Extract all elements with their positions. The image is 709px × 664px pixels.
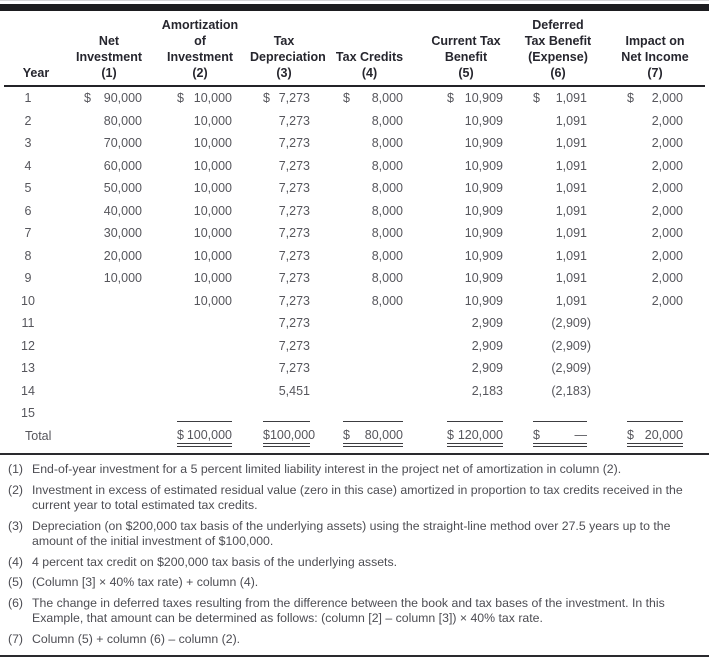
value-cell-col2 — [150, 86, 240, 110]
value-cell-col4 — [318, 402, 411, 425]
footnote-text: Depreciation (on $200,000 tax basis of the underlying assets) using the straight-line method over 27.5 years up to the amount of the initial investment of $100,000. — [32, 518, 671, 548]
dollar-sign: $ — [447, 91, 454, 106]
cell-value: 2,000 — [651, 91, 683, 106]
value-cell-col3 — [240, 110, 318, 133]
value-cell-col2 — [150, 312, 240, 335]
footnotes — [0, 455, 709, 647]
footnote-6 — [8, 596, 700, 627]
year-cell: 13 — [21, 361, 35, 376]
value-cell-col5 — [411, 245, 511, 268]
cell-value: 100,000 — [269, 427, 316, 442]
cell-value: 10,000 — [193, 248, 232, 263]
value-cell-col6 — [511, 425, 595, 448]
value-cell-col4 — [318, 200, 411, 223]
value-cell-col2 — [150, 380, 240, 403]
value-cell-col6 — [511, 86, 595, 110]
value-cell-col6 — [511, 380, 595, 403]
column-header-net-investment: Net Investment (1) — [58, 11, 150, 86]
footnote-2 — [8, 483, 700, 514]
value-cell-col6 — [511, 290, 595, 313]
data-row-year-4 — [4, 155, 705, 178]
footnote-text: The change in deferred taxes resulting from the difference between the book and tax bases of the investment. In this Example, that amount can be determined as follows: (column [2] – column [3]) × 40% tax rate. — [32, 595, 665, 625]
year-cell: 10 — [21, 293, 35, 308]
tax-benefit-schedule-table — [4, 11, 705, 447]
dollar-sign: $ — [343, 427, 350, 442]
year-cell: 12 — [21, 338, 35, 353]
value-cell-col3 — [240, 200, 318, 223]
cell-value: 7,273 — [278, 113, 310, 128]
year-cell: 9 — [24, 271, 32, 286]
value-cell-col4 — [318, 380, 411, 403]
footnote-number: (5) — [8, 575, 24, 589]
value-cell-col5 — [411, 335, 511, 358]
value-cell-col3 — [240, 222, 318, 245]
footnote-4 — [8, 555, 700, 571]
value-cell-col1 — [58, 357, 150, 380]
cell-value: 50,000 — [103, 181, 142, 196]
value-cell-col5 — [411, 200, 511, 223]
value-cell-col2 — [150, 200, 240, 223]
value-cell-col2 — [150, 110, 240, 133]
value-cell-col7 — [595, 357, 705, 380]
cell-value: 1,091 — [555, 271, 587, 286]
year-cell: 6 — [24, 203, 32, 218]
column-header-tax-credits: Tax Credits (4) — [318, 11, 411, 86]
data-row-year-9 — [4, 267, 705, 290]
value-cell-col3 — [240, 290, 318, 313]
cell-value: 10,000 — [193, 113, 232, 128]
cell-value: 90,000 — [103, 91, 142, 106]
value-cell-col2 — [150, 402, 240, 425]
column-header-amortization-of-investment: Amortization of Investment (2) — [150, 11, 240, 86]
footnote-number: (2) — [8, 482, 24, 497]
footnote-text: End-of-year investment for a 5 percent limited liability interest in the project net of amortization in column (2). — [32, 462, 622, 476]
value-cell-col5 — [411, 312, 511, 335]
value-cell-col4 — [318, 267, 411, 290]
value-cell-col3 — [240, 86, 318, 110]
dollar-sign: $ — [533, 427, 540, 442]
cell-value: 1,091 — [555, 113, 587, 128]
cell-value: 10,909 — [464, 181, 503, 196]
value-cell-col3 — [240, 357, 318, 380]
cell-value: 10,000 — [193, 91, 232, 106]
value-cell-col5 — [411, 290, 511, 313]
cell-value: 2,000 — [651, 293, 683, 308]
value-cell-col6 — [511, 177, 595, 200]
value-cell-col7 — [595, 110, 705, 133]
dollar-sign: $ — [343, 91, 350, 106]
value-cell-col5 — [411, 177, 511, 200]
value-cell-col7 — [595, 425, 705, 448]
value-cell-col6 — [511, 312, 595, 335]
value-cell-col1 — [58, 200, 150, 223]
footnote-text: Column (5) + column (6) – column (2). — [32, 631, 241, 646]
top-heavy-rule — [0, 4, 709, 11]
cell-value: 2,000 — [651, 113, 683, 128]
footnote-number: (4) — [8, 554, 24, 569]
year-cell: 7 — [24, 226, 32, 241]
cell-value: (2,183) — [551, 383, 591, 398]
cell-value: 10,000 — [193, 293, 232, 308]
year-cell: 3 — [24, 136, 32, 151]
cell-value: 120,000 — [457, 427, 503, 442]
dollar-sign: $ — [263, 427, 270, 442]
cell-value: 7,273 — [278, 158, 310, 173]
cell-value: (2,909) — [551, 338, 591, 353]
value-cell-col3 — [240, 335, 318, 358]
cell-value: 10,000 — [193, 226, 232, 241]
cell-value: 10,909 — [464, 91, 503, 106]
cell-value: 7,273 — [278, 136, 310, 151]
cell-value: 7,273 — [278, 226, 310, 241]
value-cell-col7 — [595, 86, 705, 110]
data-row-year-3 — [4, 132, 705, 155]
cell-value: — — [574, 427, 587, 442]
footnote-5 — [8, 575, 700, 591]
value-cell-col4 — [318, 245, 411, 268]
value-cell-col6 — [511, 110, 595, 133]
page-bottom-rule — [0, 655, 709, 657]
cell-value: 10,909 — [464, 293, 503, 308]
value-cell-col5 — [411, 110, 511, 133]
value-cell-col1 — [58, 86, 150, 110]
cell-value: 60,000 — [103, 158, 142, 173]
value-cell-col6 — [511, 132, 595, 155]
value-cell-col1 — [58, 177, 150, 200]
data-row-year-5 — [4, 177, 705, 200]
value-cell-col4 — [318, 155, 411, 178]
value-cell-col5 — [411, 155, 511, 178]
cell-value: 10,000 — [193, 136, 232, 151]
cell-value: 20,000 — [103, 248, 142, 263]
value-cell-col6 — [511, 222, 595, 245]
year-cell: 4 — [24, 158, 32, 173]
cell-value: 8,000 — [371, 136, 403, 151]
value-cell-col4 — [318, 177, 411, 200]
value-cell-col2 — [150, 177, 240, 200]
cell-value: 10,000 — [103, 271, 142, 286]
year-cell: 1 — [24, 91, 32, 106]
value-cell-col2 — [150, 132, 240, 155]
cell-value: 1,091 — [555, 158, 587, 173]
column-header-year: Year — [4, 11, 58, 86]
dollar-sign: $ — [627, 91, 634, 106]
data-row-year-8 — [4, 245, 705, 268]
cell-value: 10,000 — [193, 158, 232, 173]
value-cell-col5 — [411, 132, 511, 155]
cell-value: 2,183 — [471, 383, 503, 398]
cell-value: 10,000 — [193, 271, 232, 286]
value-cell-col6 — [511, 402, 595, 425]
year-cell: 8 — [24, 248, 32, 263]
value-cell-col1 — [58, 312, 150, 335]
data-row-year-11 — [4, 312, 705, 335]
year-cell: 5 — [24, 181, 32, 196]
value-cell-col1 — [58, 222, 150, 245]
total-row — [4, 425, 705, 448]
cell-value: 7,273 — [278, 248, 310, 263]
cell-value: 1,091 — [555, 293, 587, 308]
cell-value: 8,000 — [371, 226, 403, 241]
value-cell-col6 — [511, 200, 595, 223]
footnote-3 — [8, 519, 700, 550]
value-cell-col4 — [318, 132, 411, 155]
year-cell: 15 — [21, 406, 35, 421]
value-cell-col4 — [318, 110, 411, 133]
value-cell-col1 — [58, 402, 150, 425]
dollar-sign: $ — [177, 427, 184, 442]
cell-value: 100,000 — [186, 427, 232, 442]
top-hairline-rule — [0, 0, 709, 1]
value-cell-col1 — [58, 132, 150, 155]
value-cell-col3 — [240, 380, 318, 403]
value-cell-col2 — [150, 267, 240, 290]
value-cell-col2 — [150, 335, 240, 358]
value-cell-col5 — [411, 402, 511, 425]
cell-value: 2,000 — [651, 136, 683, 151]
value-cell-col7 — [595, 402, 705, 425]
column-header-deferred-tax-benefit-expense: Deferred Tax Benefit (Expense) (6) — [511, 11, 595, 86]
column-header-tax-depreciation: Tax Depreciation (3) — [240, 11, 318, 86]
column-header-impact-on-net-income: Impact on Net Income (7) — [595, 11, 705, 86]
value-cell-col7 — [595, 335, 705, 358]
cell-value: 1,091 — [555, 226, 587, 241]
value-cell-col1 — [58, 290, 150, 313]
year-cell: 2 — [24, 113, 32, 128]
cell-value: 7,273 — [278, 316, 310, 331]
value-cell-col1 — [58, 245, 150, 268]
cell-value: 8,000 — [371, 293, 403, 308]
dollar-sign: $ — [627, 427, 634, 442]
cell-value: 10,909 — [464, 226, 503, 241]
value-cell-col2 — [150, 425, 240, 448]
cell-value: 10,909 — [464, 136, 503, 151]
value-cell-col6 — [511, 267, 595, 290]
value-cell-col1 — [58, 267, 150, 290]
footnote-number: (3) — [8, 518, 24, 533]
cell-value: 1,091 — [555, 248, 587, 263]
value-cell-col3 — [240, 155, 318, 178]
cell-value: 7,273 — [278, 203, 310, 218]
value-cell-col7 — [595, 155, 705, 178]
value-cell-col7 — [595, 200, 705, 223]
value-cell-col5 — [411, 357, 511, 380]
dollar-sign: $ — [533, 91, 540, 106]
cell-value: 70,000 — [103, 136, 142, 151]
value-cell-col2 — [150, 222, 240, 245]
footnote-text: Investment in excess of estimated residual value (zero in this case) amortized in proportion to tax credits received in the current year to total estimated tax credits. — [32, 482, 683, 512]
value-cell-col7 — [595, 290, 705, 313]
value-cell-col7 — [595, 222, 705, 245]
cell-value: 1,091 — [555, 91, 587, 106]
data-row-year-1 — [4, 86, 705, 110]
cell-value: 80,000 — [364, 427, 403, 442]
value-cell-col7 — [595, 380, 705, 403]
value-cell-col7 — [595, 312, 705, 335]
value-cell-col5 — [411, 425, 511, 448]
value-cell-col6 — [511, 357, 595, 380]
cell-value: 8,000 — [371, 113, 403, 128]
cell-value: 8,000 — [371, 158, 403, 173]
data-row-year-6 — [4, 200, 705, 223]
value-cell-col4 — [318, 222, 411, 245]
value-cell-col5 — [411, 267, 511, 290]
dollar-sign: $ — [447, 427, 454, 442]
value-cell-col4 — [318, 290, 411, 313]
cell-value: 7,273 — [278, 181, 310, 196]
cell-value: 20,000 — [644, 427, 683, 442]
data-row-year-7 — [4, 222, 705, 245]
value-cell-col7 — [595, 245, 705, 268]
value-cell-col5 — [411, 86, 511, 110]
value-cell-col1 — [58, 380, 150, 403]
cell-value: 2,000 — [651, 158, 683, 173]
value-cell-col3 — [240, 132, 318, 155]
cell-value: 10,909 — [464, 158, 503, 173]
cell-value: 8,000 — [371, 248, 403, 263]
cell-value: 8,000 — [371, 203, 403, 218]
footnote-1 — [8, 462, 700, 478]
cell-value: 10,909 — [464, 113, 503, 128]
value-cell-col7 — [595, 177, 705, 200]
value-cell-col1 — [58, 335, 150, 358]
cell-value: 2,000 — [651, 226, 683, 241]
value-cell-col7 — [595, 132, 705, 155]
value-cell-col5 — [411, 222, 511, 245]
cell-value: 10,909 — [464, 203, 503, 218]
value-cell-col6 — [511, 155, 595, 178]
dollar-sign: $ — [263, 91, 270, 106]
cell-value: 10,909 — [464, 271, 503, 286]
value-cell-col6 — [511, 335, 595, 358]
value-cell-col3 — [240, 312, 318, 335]
data-row-year-12 — [4, 335, 705, 358]
data-row-year-10 — [4, 290, 705, 313]
value-cell-col6 — [511, 245, 595, 268]
footnote-number: (6) — [8, 595, 24, 610]
cell-value: 7,273 — [278, 91, 310, 106]
value-cell-col4 — [318, 312, 411, 335]
data-row-year-15 — [4, 402, 705, 425]
value-cell-col4 — [318, 86, 411, 110]
value-cell-col1 — [58, 425, 150, 448]
footnote-number: (1) — [8, 462, 24, 476]
footnote-7 — [8, 632, 700, 648]
value-cell-col3 — [240, 425, 318, 448]
cell-value: 5,451 — [278, 383, 310, 398]
year-cell: 11 — [21, 316, 35, 331]
value-cell-col2 — [150, 290, 240, 313]
data-row-year-13 — [4, 357, 705, 380]
value-cell-col4 — [318, 425, 411, 448]
cell-value: 7,273 — [278, 271, 310, 286]
footnote-text: 4 percent tax credit on $200,000 tax basis of the underlying assets. — [32, 554, 398, 569]
cell-value: 7,273 — [278, 361, 310, 376]
cell-value: 1,091 — [555, 136, 587, 151]
value-cell-col2 — [150, 245, 240, 268]
cell-value: 7,273 — [278, 293, 310, 308]
table-body — [4, 86, 705, 447]
cell-value: 2,000 — [651, 248, 683, 263]
value-cell-col4 — [318, 335, 411, 358]
value-cell-col3 — [240, 245, 318, 268]
value-cell-col7 — [595, 267, 705, 290]
header-row — [4, 11, 705, 86]
footnote-number: (7) — [8, 631, 24, 646]
cell-value: 80,000 — [103, 113, 142, 128]
cell-value: 10,000 — [193, 203, 232, 218]
value-cell-col5 — [411, 380, 511, 403]
cell-value: 10,909 — [464, 248, 503, 263]
cell-value: 30,000 — [103, 226, 142, 241]
data-row-year-2 — [4, 110, 705, 133]
total-row-label: Total — [25, 428, 52, 443]
cell-value: 2,000 — [651, 203, 683, 218]
cell-value: (2,909) — [551, 316, 591, 331]
value-cell-col3 — [240, 267, 318, 290]
cell-value: (2,909) — [551, 361, 591, 376]
data-row-year-14 — [4, 380, 705, 403]
cell-value: 8,000 — [371, 91, 403, 106]
cell-value: 40,000 — [103, 203, 142, 218]
year-cell: 14 — [21, 383, 35, 398]
value-cell-col1 — [58, 110, 150, 133]
footnote-text: (Column [3] × 40% tax rate) + column (4). — [32, 575, 259, 589]
value-cell-col1 — [58, 155, 150, 178]
cell-value: 1,091 — [555, 203, 587, 218]
cell-value: 8,000 — [371, 271, 403, 286]
cell-value: 2,000 — [651, 271, 683, 286]
value-cell-col3 — [240, 177, 318, 200]
column-header-current-tax-benefit: Current Tax Benefit (5) — [411, 11, 511, 86]
value-cell-col3 — [240, 402, 318, 425]
cell-value: 1,091 — [555, 181, 587, 196]
cell-value: 2,909 — [471, 316, 503, 331]
cell-value: 2,909 — [471, 361, 503, 376]
dollar-sign: $ — [84, 91, 91, 106]
value-cell-col2 — [150, 155, 240, 178]
value-cell-col2 — [150, 357, 240, 380]
dollar-sign: $ — [177, 91, 184, 106]
value-cell-col4 — [318, 357, 411, 380]
cell-value: 8,000 — [371, 181, 403, 196]
cell-value: 2,909 — [471, 338, 503, 353]
cell-value: 7,273 — [278, 338, 310, 353]
cell-value: 2,000 — [651, 181, 683, 196]
cell-value: 10,000 — [193, 181, 232, 196]
